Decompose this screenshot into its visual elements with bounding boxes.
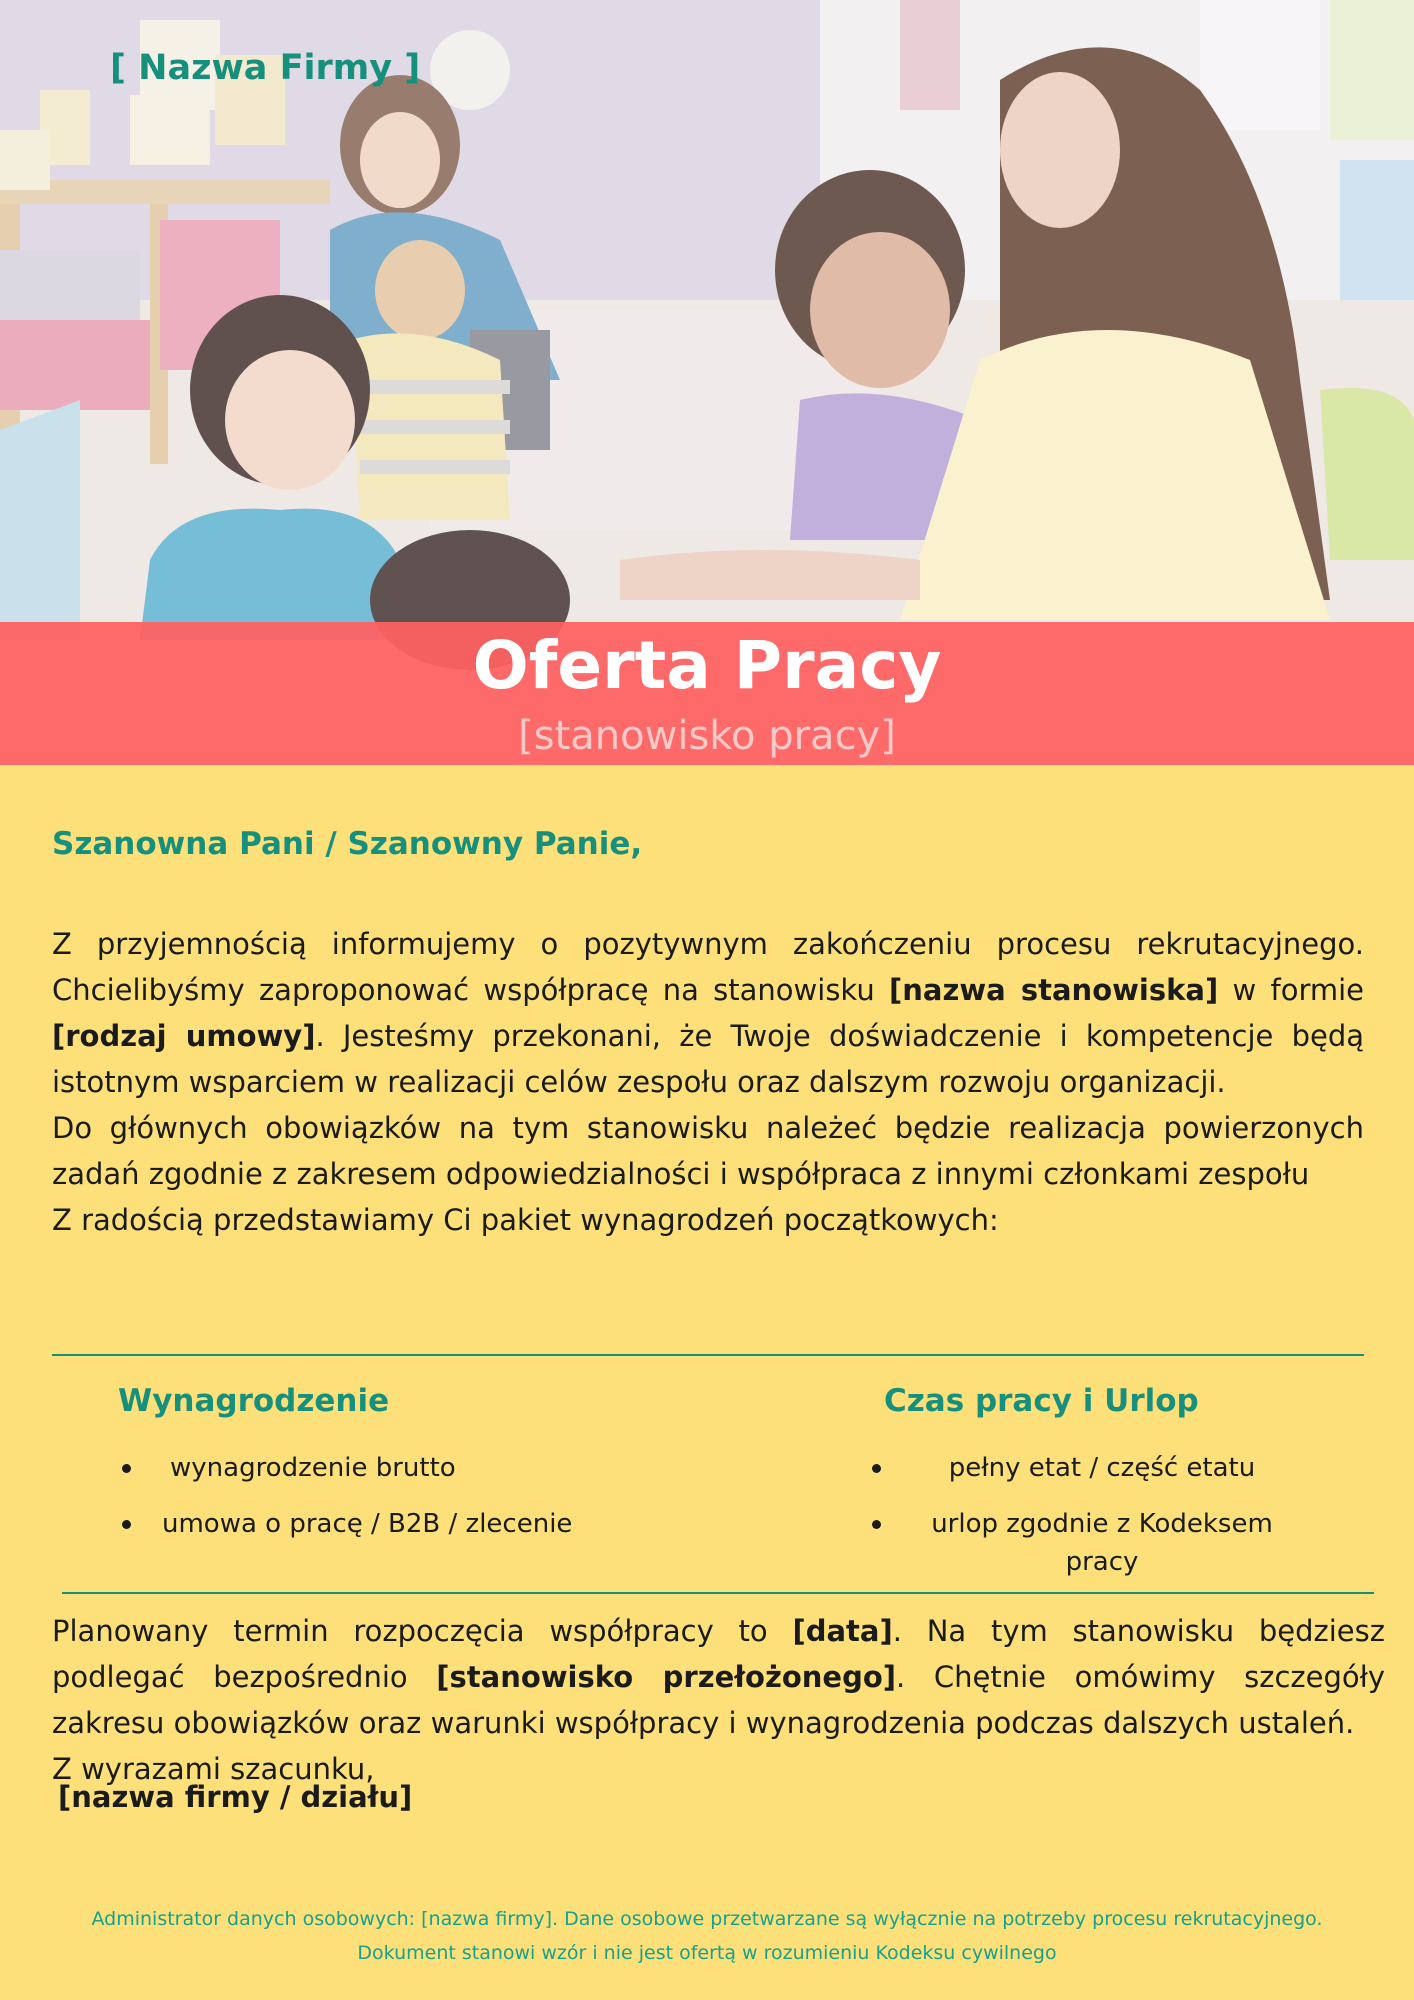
worktime-heading: Czas pracy i Urlop — [884, 1383, 1199, 1419]
company-name: [ Nazwa Firmy ] — [110, 48, 421, 88]
divider-top — [52, 1354, 1364, 1356]
signature-placeholder: [nazwa firmy / działu] — [58, 1780, 413, 1814]
supervisor-placeholder: [stanowisko przełożonego] — [436, 1660, 897, 1694]
letter-body — [52, 921, 1364, 1243]
list-item: umowa o pracę / B2B / zlecenie — [122, 1505, 642, 1543]
intro-paragraph: Z przyjemnością informujemy o pozytywnym zakończeniu procesu rekrutacyjnego. Chcielibyśmy zaproponować współpracę na stanowisku [nazwa stanowiska] w formie [rodzaj umowy]. Jesteśmy przekonani, że Twoje doświadczenie i kompetencje będą istotnym wsparciem w realizacji celów zespołu oraz dalszym rozwoju organizacji. — [52, 927, 1365, 1099]
page-title: Oferta Pracy — [472, 627, 942, 704]
list-item: pełny etat / część etatu — [872, 1449, 1292, 1487]
package-intro: Z radością przedstawiamy Ci pakiet wynagrodzeń początkowych: — [52, 1203, 999, 1237]
worktime-list — [872, 1449, 1292, 1599]
footer-disclaimer: Dokument stanowi wzór i nie jest ofertą w rozumieniu Kodeksu cywilnego — [357, 1942, 1057, 1964]
duties-paragraph: Do głównych obowiązków na tym stanowisku należeć będzie realizacja powierzonych zadań zgodnie z zakresem odpowiedzialności i współpraca z innymi członkami zespołu — [52, 1111, 1364, 1191]
position-placeholder: [nazwa stanowiska] — [889, 973, 1219, 1007]
closing-paragraph: Planowany termin rozpoczęcia współpracy to [data]. Na tym stanowisku będziesz podlegać bezpośrednio [stanowisko przełożonego]. Chętnie omówimy szczegóły zakresu obowiązków oraz warunki współpracy i wynagrodzenia podczas dalszych ustaleń. — [52, 1614, 1386, 1740]
salary-heading: Wynagrodzenie — [118, 1383, 390, 1419]
date-placeholder: [data] — [792, 1614, 893, 1648]
footer-privacy-note: Administrator danych osobowych: [nazwa firmy]. Dane osobowe przetwarzane są wyłącznie na potrzeby procesu rekrutacyjnego. — [91, 1908, 1323, 1930]
greeting: Szanowna Pani / Szanowny Panie, — [52, 826, 643, 862]
job-position-subtitle: [stanowisko pracy] — [518, 713, 896, 759]
salary-list — [122, 1449, 642, 1561]
list-item: wynagrodzenie brutto — [122, 1449, 642, 1487]
contract-type-placeholder: [rodzaj umowy] — [52, 1019, 316, 1053]
regards-text: Z wyrazami szacunku, — [52, 1752, 375, 1786]
list-item: urlop zgodnie z Kodeksem pracy — [872, 1505, 1292, 1581]
divider-bottom — [62, 1592, 1374, 1594]
closing-body — [52, 1608, 1385, 1792]
